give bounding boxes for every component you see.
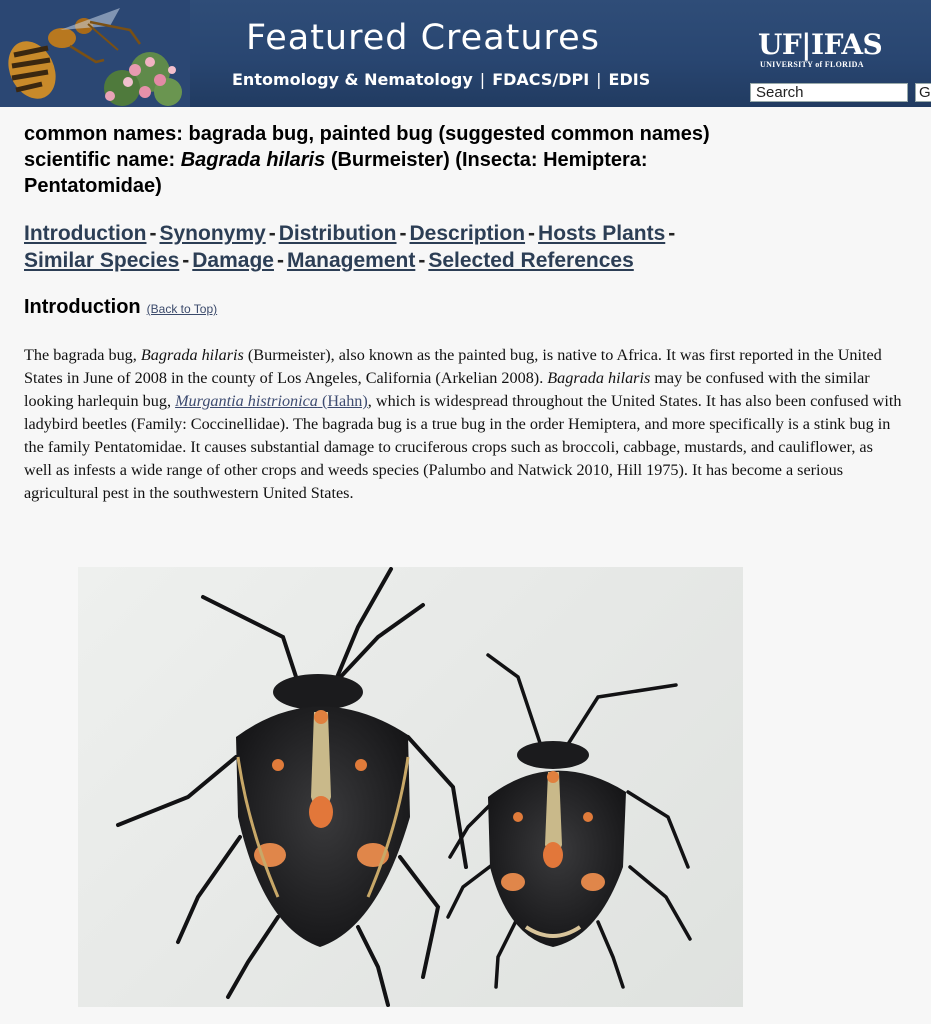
link-edis[interactable]: EDIS <box>608 70 651 89</box>
link-separator: | <box>479 70 486 89</box>
back-to-top-link[interactable]: (Back to Top) <box>146 302 218 316</box>
toc-separator: - <box>528 222 536 245</box>
intro-text-segment: The bagrada bug, <box>24 346 141 364</box>
intro-text-segment: (Burmeister), also known as the painted bug, is native to Africa. It was first reported in the United States in June of 2008 in the county of Los Angeles, California (Arkelian 2008). <box>24 346 882 387</box>
toc-description[interactable]: Description <box>409 222 526 245</box>
intro-species-name: Bagrada hilaris <box>140 346 244 364</box>
harlequin-bug-link-author: (Hahn) <box>317 392 368 410</box>
site-links <box>232 70 650 89</box>
species-names <box>24 121 914 199</box>
toc-separator: - <box>149 222 157 245</box>
uf-ifas-logo[interactable]: UF|IFAS <box>758 28 883 61</box>
toc-synonymy[interactable]: Synonymy <box>159 222 266 245</box>
wasp-flower-banner-image <box>0 0 190 107</box>
intro-text-segment: , which is widespread throughout the United States. It has also been confused with ladybird beetles (Family: Coccinellidae). The bagrada bug is a true bug in the order Hemiptera, and more specifically is a stink bug in the family Pentatomidae. It causes substantial damage to cruciferous crops such as broccoli, cabbage, mustards, and cauliflower, as well as infests a wide range of other crops and weeds species (Palumbo and Natwick 2010, Hill 1975). It has become a serious agricultural pest in the southwestern United States. <box>24 392 902 502</box>
search-button[interactable]: G <box>915 83 931 102</box>
right-bug-body <box>488 741 626 947</box>
scientific-name: Bagrada hilaris <box>180 149 326 171</box>
toc-separator: - <box>268 222 276 245</box>
toc-hosts-plants[interactable]: Hosts Plants <box>538 222 666 245</box>
toc-management[interactable]: Management <box>286 249 416 272</box>
scientific-name-label: scientific name: <box>24 149 176 171</box>
harlequin-bug-link[interactable] <box>175 392 368 410</box>
common-names: common names: bagrada bug, painted bug (suggested common names) <box>24 123 710 145</box>
taxonomy-family: Pentatomidae) <box>24 175 162 197</box>
toc-damage[interactable]: Damage <box>192 249 274 272</box>
bagrada-bug-photo <box>78 567 743 1007</box>
link-fdacs-dpi[interactable]: FDACS/DPI <box>492 70 590 89</box>
search-input[interactable] <box>750 83 908 102</box>
harlequin-bug-link-name: Murgantia histrionica <box>175 392 318 410</box>
toc-similar-species[interactable]: Similar Species <box>24 249 180 272</box>
toc-distribution[interactable]: Distribution <box>278 222 397 245</box>
toc-separator: - <box>182 249 190 272</box>
site-banner <box>0 0 931 107</box>
scientific-name-line <box>24 147 914 173</box>
toc-separator: - <box>418 249 426 272</box>
toc-selected-references[interactable]: Selected References <box>428 249 634 272</box>
bagrada-bugs-illustration <box>78 567 743 1007</box>
link-separator: | <box>596 70 602 89</box>
uf-ifas-logo-subtitle: UNIVERSITY of FLORIDA <box>760 60 864 69</box>
introduction-title: Introduction <box>24 296 141 318</box>
intro-text-segment: may be confused with the similar looking harlequin bug, <box>24 369 870 410</box>
intro-species-name: Bagrada hilaris <box>547 369 651 387</box>
left-bug-body <box>236 674 410 947</box>
introduction-heading <box>24 296 217 319</box>
toc-separator: - <box>276 249 284 272</box>
taxonomy: (Burmeister) (Insecta: Hemiptera: <box>330 149 648 171</box>
toc-introduction[interactable]: Introduction <box>24 222 147 245</box>
table-of-contents <box>24 220 914 274</box>
toc-separator: - <box>668 222 676 245</box>
link-entomology-nematology[interactable]: Entomology & Nematology <box>232 70 473 89</box>
introduction-paragraph <box>24 344 904 505</box>
toc-separator: - <box>399 222 407 245</box>
site-title[interactable]: Featured Creatures <box>246 18 600 58</box>
